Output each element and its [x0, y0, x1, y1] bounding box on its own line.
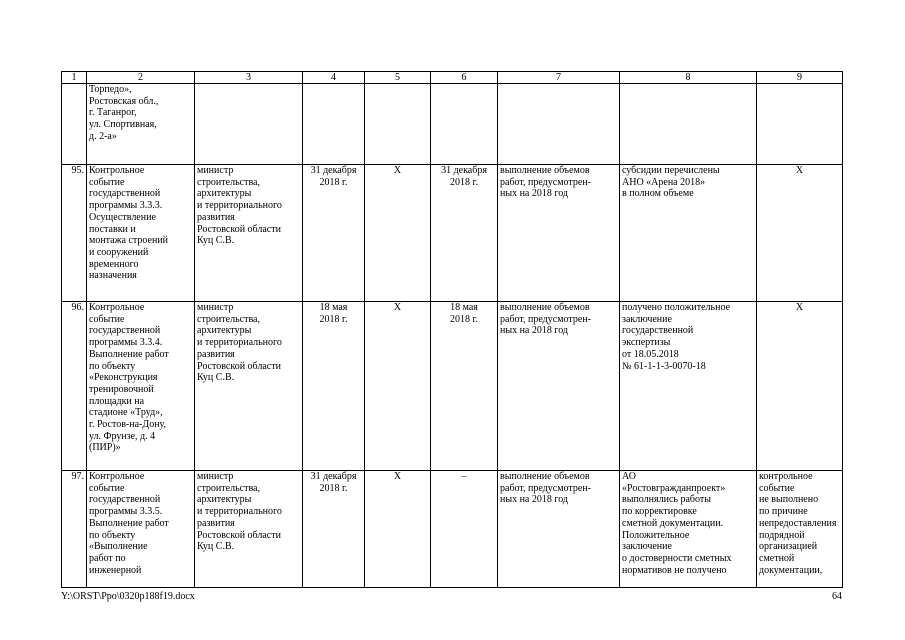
footer-file-path: Y:\ORST\Ppo\0320p188f19.docx	[61, 591, 195, 602]
column-header-6: 6	[431, 72, 498, 84]
table-header-row	[62, 72, 843, 84]
control-event-cell: Контрольное событие государственной программы 3.3.4. Выполнение работ по объекту «Реконструкция тренировочной площадки на стадионе «Труд», г. Ростов-на-Дону, ул. Фрунзе, д. 4 (ПИР)»	[87, 302, 195, 471]
actual-date-cell: –	[431, 471, 498, 588]
planned-date-cell: 31 декабря 2018 г.	[303, 165, 365, 302]
actual-date-cell	[431, 84, 498, 165]
reason-cell: Х	[757, 165, 843, 302]
result-cell	[498, 84, 620, 165]
result-cell: выполнение объемов работ, предусмотрен- ных на 2018 год	[498, 471, 620, 588]
table-row	[62, 302, 843, 471]
column-header-5: 5	[365, 72, 431, 84]
planned-date-cell: 18 мая 2018 г.	[303, 302, 365, 471]
page-number: 64	[832, 591, 842, 602]
actual-date-cell: 18 мая 2018 г.	[431, 302, 498, 471]
column-header-7: 7	[498, 72, 620, 84]
responsible-cell: министр строительства, архитектуры и территориального развития Ростовской области Куц С.В.	[195, 302, 303, 471]
reason-cell: Х	[757, 302, 843, 471]
reason-cell: контрольное событие не выполнено по причине непредоставления подрядной организацией сметной документации,	[757, 471, 843, 588]
actual-date-cell: 31 декабря 2018 г.	[431, 165, 498, 302]
responsible-cell: министр строительства, архитектуры и территориального развития Ростовской области Куц С.В.	[195, 471, 303, 588]
responsible-cell: министр строительства, архитектуры и территориального развития Ростовской области Куц С.В.	[195, 165, 303, 302]
column-header-3: 3	[195, 72, 303, 84]
info-cell: АО «Ростовгражданпроект» выполнялись работы по корректировке сметной документации. Положительное заключение о достоверности сметных нормативов не получено	[620, 471, 757, 588]
table-row	[62, 84, 843, 165]
info-cell: получено положительное заключение государственной экспертизы от 18.05.2018 № 61-1-1-3-0070-18	[620, 302, 757, 471]
column-header-1: 1	[62, 72, 87, 84]
control-event-cell: Контрольное событие государственной программы 3.3.5. Выполнение работ по объекту «Выполнение работ по инженерной	[87, 471, 195, 588]
column-5-cell: Х	[365, 302, 431, 471]
control-event-cell: Торпедо», Ростовская обл., г. Таганрог, ул. Спортивная, д. 2-а»	[87, 84, 195, 165]
planned-date-cell	[303, 84, 365, 165]
row-number: 95.	[62, 165, 87, 302]
table-row	[62, 165, 843, 302]
column-header-9: 9	[757, 72, 843, 84]
column-header-8: 8	[620, 72, 757, 84]
report-table	[61, 71, 843, 588]
column-5-cell	[365, 84, 431, 165]
column-header-2: 2	[87, 72, 195, 84]
result-cell: выполнение объемов работ, предусмотрен- ных на 2018 год	[498, 302, 620, 471]
row-number	[62, 84, 87, 165]
column-5-cell: Х	[365, 165, 431, 302]
info-cell: субсидии перечислены АНО «Арена 2018» в полном объеме	[620, 165, 757, 302]
column-header-4: 4	[303, 72, 365, 84]
row-number: 96.	[62, 302, 87, 471]
responsible-cell	[195, 84, 303, 165]
info-cell	[620, 84, 757, 165]
reason-cell	[757, 84, 843, 165]
result-cell: выполнение объемов работ, предусмотрен- ных на 2018 год	[498, 165, 620, 302]
row-number: 97.	[62, 471, 87, 588]
table-row	[62, 471, 843, 588]
column-5-cell: Х	[365, 471, 431, 588]
planned-date-cell: 31 декабря 2018 г.	[303, 471, 365, 588]
control-event-cell: Контрольное событие государственной программы 3.3.3. Осуществление поставки и монтажа строений и сооружений временного назначения	[87, 165, 195, 302]
